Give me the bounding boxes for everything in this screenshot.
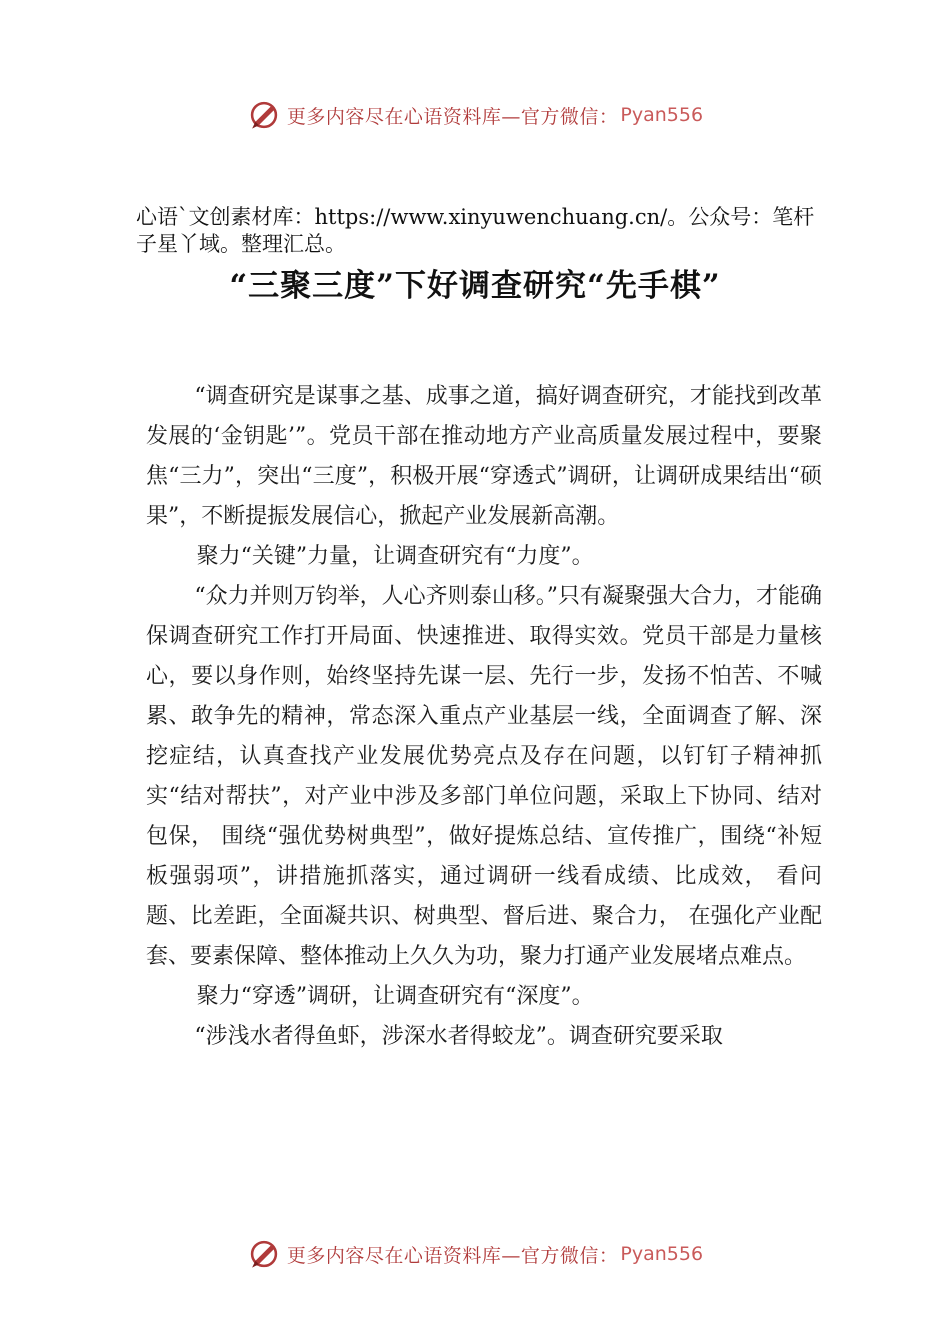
document-title: “三聚三度”下好调查研究“先手棋” (229, 268, 721, 304)
section-heading: 聚力“穿透”调研，让调查研究有“深度”。 (196, 984, 594, 1009)
pen-logo-icon (247, 1237, 281, 1271)
banner-wechat-id: Pyan556 (620, 1243, 704, 1265)
document-body (146, 377, 822, 1057)
body-paragraph: “调查研究是谋事之基、成事之道，搞好调查研究，才能找到改革发展的‘金钥匙’”。党员干部在推动地方产业高质量发展过程中，要聚焦“三力”，突出“三度”，积极开展“穿透式”调研，让调研成果结出“硕果”，不断提振发展信心，掀起产业发展新高潮。 (146, 384, 822, 529)
section-heading: 聚力“关键”力量，让调查研究有“力度”。 (196, 544, 594, 569)
header-banner (0, 95, 950, 135)
banner-text: 更多内容尽在心语资料库—官方微信： (286, 105, 619, 128)
body-paragraph: “众力并则万钧举，人心齐则泰山移。”只有凝聚强大合力，才能确保调查研究工作打开局面、快速推进、取得实效。党员干部是力量核心，要以身作则，始终坚持先谋一层、先行一步，发扬不怕苦、不喊累、敢争先的精神，常态深入重点产业基层一线，全面调查了解、深挖症结，认真查找产业发展优势亮点及存在问题，以钉钉子精神抓实“结对帮扶”，对产业中涉及多部门单位问题，采取上下协同、结对包保， 围绕“强优势树典型”，做好提炼总结、宣传推广，围绕“补短板强弱项”，讲措施抓落实，通过调研一线看成绩、比成效， 看问题、比差距，全面凝共识、树典型、督后进、聚合力， 在强化产业配套、要素保障、整体推动上久久为功，聚力打通产业发展堵点难点。 (146, 584, 822, 969)
body-paragraph: “涉浅水者得鱼虾，涉深水者得蛟龙”。调查研究要采取 (194, 1024, 723, 1049)
source-note: 心语`文创素材库：https://www.xinyuwenchuang.cn/。公众号：笔杆子星丫域。整理汇总。 (136, 205, 815, 256)
footer-banner (0, 1234, 950, 1274)
banner-text: 更多内容尽在心语资料库—官方微信： (286, 1244, 619, 1267)
pen-logo-icon (247, 98, 281, 132)
banner-wechat-id: Pyan556 (620, 104, 704, 126)
